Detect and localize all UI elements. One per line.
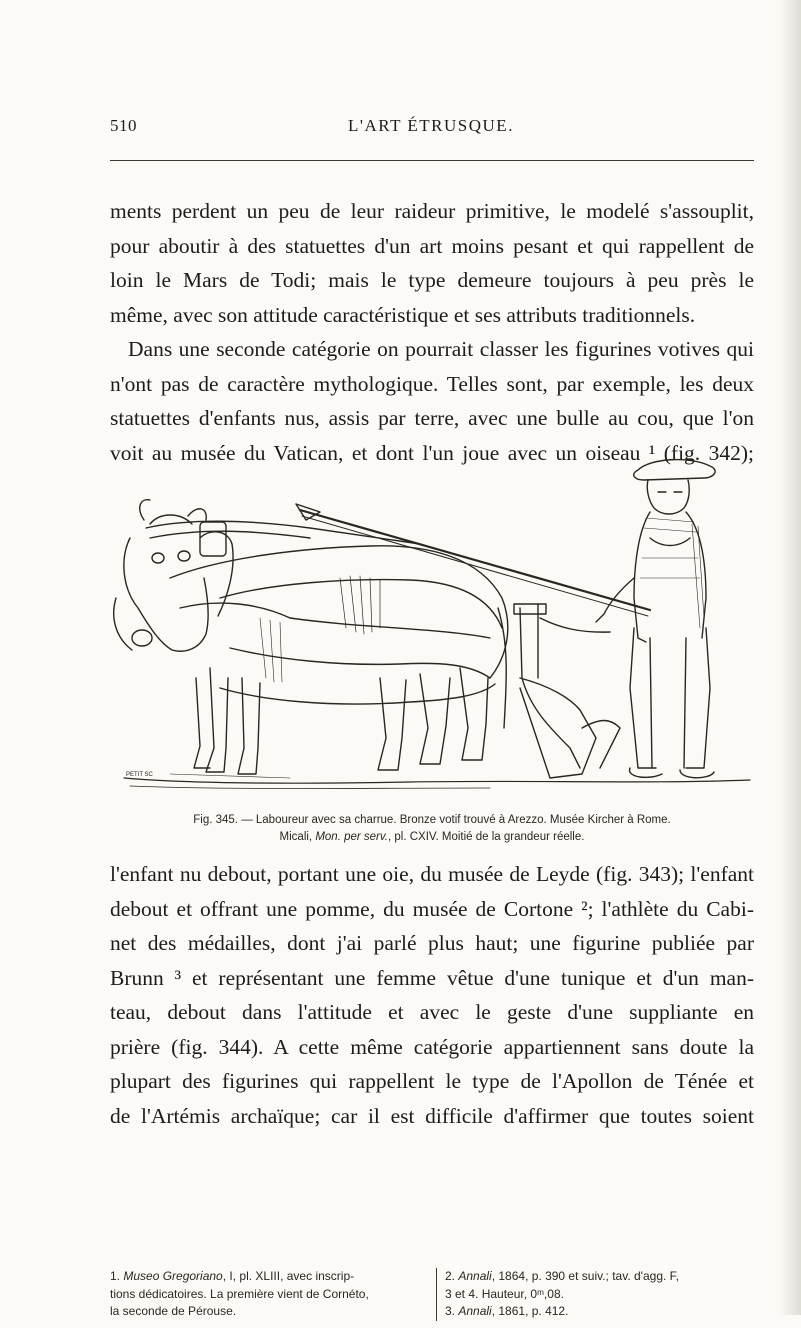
header-rule bbox=[110, 160, 754, 161]
footnotes-right-column bbox=[436, 1268, 755, 1321]
text-line: loin le Mars de Todi; mais le type demeure toujours à peu près le bbox=[110, 268, 754, 292]
text-line: debout et offrant une pomme, du musée de Cortone ²; l'athlète du Cabi- bbox=[110, 896, 754, 921]
text-line: l'enfant nu debout, portant une oie, du musée de Leyde (fig. 343); l'enfant bbox=[110, 862, 754, 886]
figure-caption bbox=[110, 812, 754, 846]
body-paragraph-bottom bbox=[110, 857, 754, 1133]
figure-plowman-engraving bbox=[110, 428, 754, 808]
caption-line: Fig. 345. — Laboureur avec sa charrue. Bronze votif trouvé à Arezzo. Musée Kircher à Rome. bbox=[193, 814, 671, 826]
plowman-illustration bbox=[110, 428, 754, 808]
footnote-line: 3 et 4. Hauteur, 0ᵐ,08. bbox=[445, 1286, 564, 1301]
running-header bbox=[110, 116, 752, 140]
text-line: Brunn ³ et représentant une femme vêtue d'une tunique et d'un man- bbox=[110, 965, 754, 990]
text-line: teau, debout dans l'attitude et avec le geste d'une suppliante en bbox=[110, 1000, 754, 1024]
text-line: Dans une seconde catégorie on pourrait classer les figurines votives qui bbox=[128, 337, 754, 361]
footnote-line: tions dédicatoires. La première vient de Cornéto, bbox=[110, 1286, 369, 1301]
text-line: prière (fig. 344). A cette même catégorie appartiennent sans doute la bbox=[110, 1034, 754, 1059]
text-line: n'ont pas de caractère mythologique. Telles sont, par exemple, les deux bbox=[110, 371, 754, 396]
page-edge-shadow bbox=[779, 0, 801, 1315]
text-line: plupart des figurines qui rappellent le type de l'Apollon de Ténée et bbox=[110, 1069, 754, 1093]
caption-line: Micali, Mon. per serv., pl. CXIV. Moitié de la grandeur réelle. bbox=[279, 831, 585, 843]
footnote-line: 1. Museo Gregoriano, I, pl. XLIII, avec inscrip- bbox=[110, 1269, 355, 1283]
page-number: 510 bbox=[110, 116, 137, 135]
text-line: statuettes d'enfants nus, assis par terre, avec une bulle au cou, que l'on bbox=[110, 406, 754, 430]
footnotes-left-column bbox=[110, 1268, 418, 1321]
text-line: de l'Artémis archaïque; car il est difficile d'affirmer que toutes soient bbox=[110, 1103, 754, 1128]
footnotes bbox=[110, 1268, 754, 1328]
engraver-signature: PETIT SC bbox=[126, 772, 153, 778]
text-line: voit au musée du Vatican, et dont l'un joue avec un oiseau ¹ (fig. 342); bbox=[110, 440, 754, 465]
text-line: pour aboutir à des statuettes d'un art moins pesant et qui rappellent de bbox=[110, 233, 754, 258]
footnote-line: la seconde de Pérouse. bbox=[110, 1304, 237, 1318]
text-line: ments perdent un peu de leur raideur primitive, le modelé s'assouplit, bbox=[110, 199, 754, 223]
footnote-line: 3. Annali, 1861, p. 412. bbox=[445, 1304, 569, 1318]
text-line: même, avec son attitude caractéristique et ses attributs traditionnels. bbox=[110, 302, 696, 327]
text-line: net des médailles, dont j'ai parlé plus haut; une figurine publiée par bbox=[110, 931, 754, 955]
footnote-line: 2. Annali, 1864, p. 390 et suiv.; tav. d'agg. F, bbox=[445, 1269, 679, 1283]
running-title: L'ART ÉTRUSQUE. bbox=[348, 116, 514, 135]
